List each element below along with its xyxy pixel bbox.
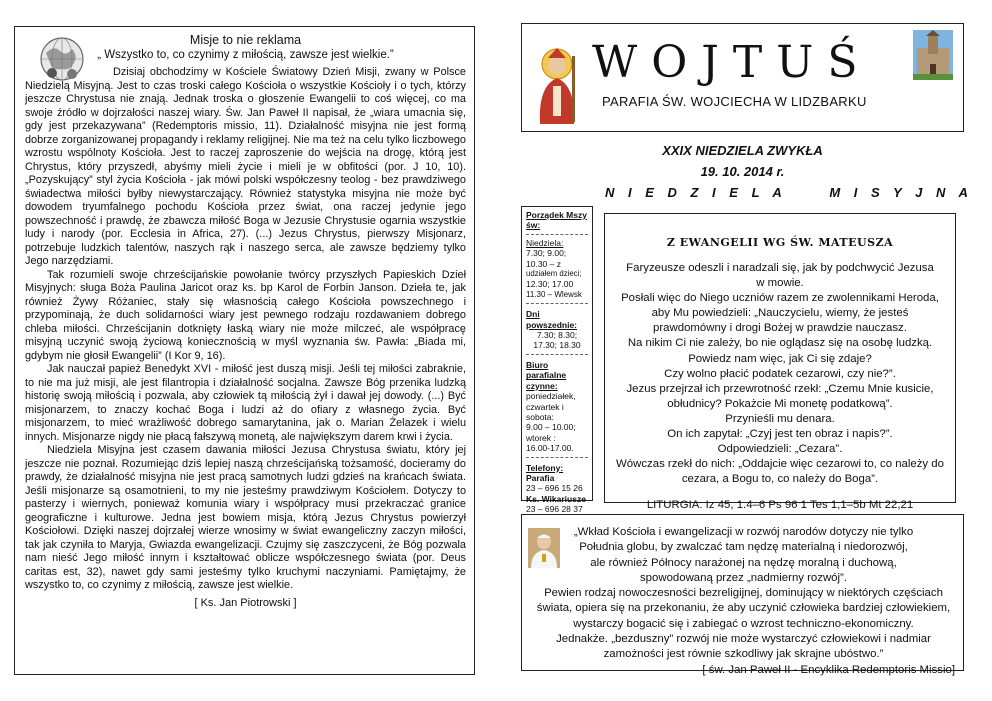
divider <box>526 303 588 304</box>
gospel-line: aby Mu powiedzieli: „Nauczycielu, wiemy, że jesteś <box>651 307 909 320</box>
quote-box <box>521 514 964 676</box>
gospel-line: w mowie. <box>756 277 804 290</box>
office-label: Biuro parafialne czynne: <box>526 359 567 391</box>
gospel-line: cezara, a Bogu to, co należy do Boga”. <box>681 473 879 486</box>
gospel-line: Przynieśli mu denara. <box>725 412 835 425</box>
office-line: 9.00 – 10.00; <box>526 422 576 433</box>
quote-line: wystarczy bogacić się i zabiegać o wzrost techniczno-ekonomiczny. <box>573 617 914 630</box>
article-paragraph: Tak rozumieli swoje chrześcijańskie powołanie twórcy przyszłych Papieskich Dzieł Misyjnych: sługa Boża Paulina Jaricot oraz ks. bp Karol de Forbin Janson. Dzieła te, jak również Żywy Różaniec, stały się własnością całego Kościoła powszechnego i przypominają, że duch solidarności wiary jest pewnego rodzaju rozdawaniem dobrego chleba miłości. Chrześcijanin dotknięty łaską wiary nie może milczeć, ale współpracę misyjną uczynić swoją życiową koniecznością w myśl wyznania św. Pawła: „Biada mi, gdybym nie głosił Ewangelii” (I Kor 9, 16). <box>25 268 466 362</box>
mission-sunday-label: N I E D Z I E L A M I S Y J N A <box>605 185 973 200</box>
quote-line: Południa globu, by zwalczać tam nędzę materialną i niedorozwój, <box>579 541 908 554</box>
gospel-line: Posłali więc do Niego uczniów razem ze zwolennikami Heroda, <box>621 292 939 305</box>
article-motto: „ Wszystko to, co czynimy z miłością, zawsze jest wielkie.” <box>97 49 394 61</box>
parish-name: PARAFIA ŚW. WOJCIECHA W LIDZBARKU <box>602 94 867 109</box>
quote-line: ale również Północy narażonej na nędzę moralną i duchową, <box>590 556 897 569</box>
phone-number: 23 – 696 28 37 <box>526 504 583 515</box>
quote-line: Pewien rodzaj nowoczesności bezreligijnej, dominujący w niektórych częściach <box>544 587 943 600</box>
gospel-line: Czy wolno płacić podatek cezarowi, czy nie?”. <box>664 367 896 380</box>
gospel-heading: Z EWANGELII WG ŚW. MATEUSZA <box>666 236 894 249</box>
phone-name: Ks. Wikariusze <box>526 493 586 504</box>
globe-icon <box>38 35 86 83</box>
weekday-label: Dni powszednie: <box>526 309 578 330</box>
quote-line: Jednakże. „bezduszny” rozwój nie może wystarczyć człowiekowi i nadmiar <box>556 633 931 646</box>
article-paragraph: Jak nauczał papież Benedykt XVI - miłość jest duszą misji. Jeśli tej miłości zabraknie, to nie ma już misji, ale jest filantropia i działalność socjalna. Zawsze Bóg przenika ludzką historię swoją miłością i pozwala, aby człowiek tą miłością żył i dawał jej dowody. (...) Być misjonarzem, to znaczy kochać Boga i ludzi aż do ofiary z własnego życia. Być misjonarzem, to mieć wrażliwość dobrego samarytanina, jak o. Marian Żelazek i wielu innych. Misjonarze nigdy nie płacą fałszywą monetą, ale największym darem krwi i życia. <box>25 363 466 443</box>
schedule-line: 11.30 – Wlewsk <box>526 289 582 299</box>
gospel-line: obłudnicy? Pokażcie Mi monetę podatkową”. <box>667 397 893 410</box>
article-paragraph: Dzisiaj obchodzimy w Kościele Światowy Dzień Misji, zwany w Polsce Niedzielą Misyjną. Jest to czas troski całego Kościoła o wszystkie Kościoły i o tych, którzy jeszcze Chrystusa nie znają. Jednak troska o głoszenie Ewangelii to coś więcej, co ma swoje źródło w dojrzałości naszej wiary. Św. Jan Paweł II napisał, że „wiara umacnia się, gdy jest przekazywana” (Redemptoris missio, 11). Działalność misyjna nie jest formą dobrze zorganizowanej propagandy i reklamy religijnej. Nie ma też na celu tylko liczbowego wzrostu wspólnoty Kościoła. Jest to raczej zaproszenie do wejścia na drogę, którą jest Chrystus, który przyszedł, abyśmy mieli życie i mieli je w obfitości (por. J 10, 10). „Pozyskujący” styl życia Kościoła - jak mówi polski współczesny teolog - bez prawdziwego świadectwa miłości byłby niewystarczający. Również statystyka misyjna nie może być dowodem tryumfalnego pochodu Kościoła przez świat, ona raczej jedynie jego powszechność i prawdę, że zbawcza miłość Boga w Jezusie Chrystusie ogarnia wszystkie ludy i narody (por. Ecclesia in Africa, 27). (...) Jezus Chrystus, pierwszy Misjonarz, potrzebuje ludzkich talentów, naszych rąk i naszego serca, ale zawsze będziemy tylko Jego narzędziami. <box>25 66 466 267</box>
schedule-line: 12.30; 17.00 <box>526 279 574 290</box>
quote-line: zamożności jest równie szkodliwy jak skrajne ubóstwo.” <box>603 648 884 661</box>
quote-line: „Wkład Kościoła i ewangelizacji w rozwój narodów dotyczy nie tylko <box>573 526 914 538</box>
phone-number: 23 – 696 15 26 <box>526 483 583 494</box>
quote-line: świata, opiera się na przekonaniu, że aby uczynić człowieka bardziej człowiekiem, <box>536 602 951 615</box>
sunday-date: 19. 10. 2014 r. <box>700 164 785 179</box>
article-paragraph: Niedziela Misyjna jest czasem dawania miłości Jezusa Chrystusa światu, który jej jeszcze nie poznał. Rozumiejąc dziś lepiej naszą chrześcijańską tożsamość, docieramy do prawdy, że działalność misyjna nie jest pracą samotnych ludzi gdzieś na krańcach świata. Jeśli misjonarze są osamotnieni, to my nie jesteśmy prawdziwym Kościołem. Dotyczy to pasterzy i wiernych, ponieważ komunia wiary i współpracy musi przekraczać granice geograficzne i kulturowe. Jedna jest bowiem misja, którą Jezus Chrystus powierzył Kościołowi. Dzięki naszej dojrzałej wierze wnosimy w świat ewangeliczny zaczyn miłości, tak jak czyniła to Maryja, Gwiazda ewangelizacji. Czujmy się zaszczyceni, że Bóg pozwala nam nieść Jego miłość innym i kształtować oblicze współczesnego świata (por. Deus caritas est, 32), nawet gdy sami jesteśmy tylko kruchymi naczyniami. Pamiętajmy, że wszystko to, co czynimy z miłością, zawsze jest wielkie. <box>25 444 466 591</box>
gospel-line: Na nikim Ci nie zależy, bo nie oglądasz się na osobę ludzką. <box>627 337 933 350</box>
gospel-line: Powiedz nam więc, jak Ci się zdaje? <box>688 352 872 365</box>
gospel-line: Faryzeusze odeszli i naradzali się, jak by podchwycić Jezusa <box>626 262 934 274</box>
gospel-line: Wówczas rzekł do nich: „Oddajcie więc cezarowi to, co należy do <box>616 458 944 471</box>
church-photo <box>913 30 953 80</box>
gospel-line: Odpowiedzieli: „Cezara”. <box>717 443 843 456</box>
sunday-name: XXIX NIEDZIELA ZWYKŁA <box>662 143 823 158</box>
gospel-line: On ich zapytał: „Czyj jest ten obraz i napis?”. <box>667 428 893 441</box>
masthead <box>521 23 964 132</box>
office-line: czwartek i <box>526 401 564 412</box>
schedule-line: 10.30 – z <box>526 258 561 269</box>
article-title: Misje to nie reklama <box>189 33 302 47</box>
saint-portrait <box>530 46 585 124</box>
schedule-line: 17.30; 18.30 <box>533 340 581 351</box>
mass-schedule <box>521 206 593 515</box>
liturgy-readings: LITURGIA: Iz 45, 1.4–6 Ps 96 1 Tes 1,1–5b Mt 22,21 <box>646 499 914 512</box>
divider <box>526 457 588 458</box>
article-box <box>14 26 475 675</box>
sunday-heading <box>605 140 973 203</box>
office-line: 16.00-17.00. <box>526 443 574 454</box>
quote-source: [ św. Jan Paweł II - Encyklika Redemptoris Missio] <box>702 663 955 676</box>
article-signature: [ Ks. Jan Piotrowski ] <box>194 596 297 609</box>
office-line: sobota: <box>526 411 554 422</box>
office-line: wtorek : <box>526 432 556 443</box>
gospel-box <box>604 213 956 512</box>
schedule-line: 7.30; 9.00; <box>526 248 567 259</box>
schedule-title: Porządek Mszy św: <box>526 210 587 231</box>
phone-name: Parafia <box>526 472 555 483</box>
schedule-line: 7.30; 8.30; <box>536 330 578 341</box>
gospel-line: prawdomówny i drogi Bożej w prawdzie nauczasz. <box>653 322 907 335</box>
phones-label: Telefony: <box>526 462 564 473</box>
sunday-label: Niedziela: <box>526 237 564 248</box>
newsletter-title: WOJTUŚ <box>592 37 872 88</box>
pope-portrait <box>528 528 560 568</box>
divider <box>526 354 588 355</box>
quote-line: spowodowaną przez „nadmierny rozwój”. <box>639 571 848 584</box>
divider <box>526 234 588 235</box>
gospel-line: Jezus przejrzał ich przewrotność rzekł: „Czemu Mnie kusicie, <box>626 382 934 395</box>
schedule-line: udziałem dzieci; <box>526 269 582 279</box>
office-line: poniedziałek, <box>526 391 576 402</box>
